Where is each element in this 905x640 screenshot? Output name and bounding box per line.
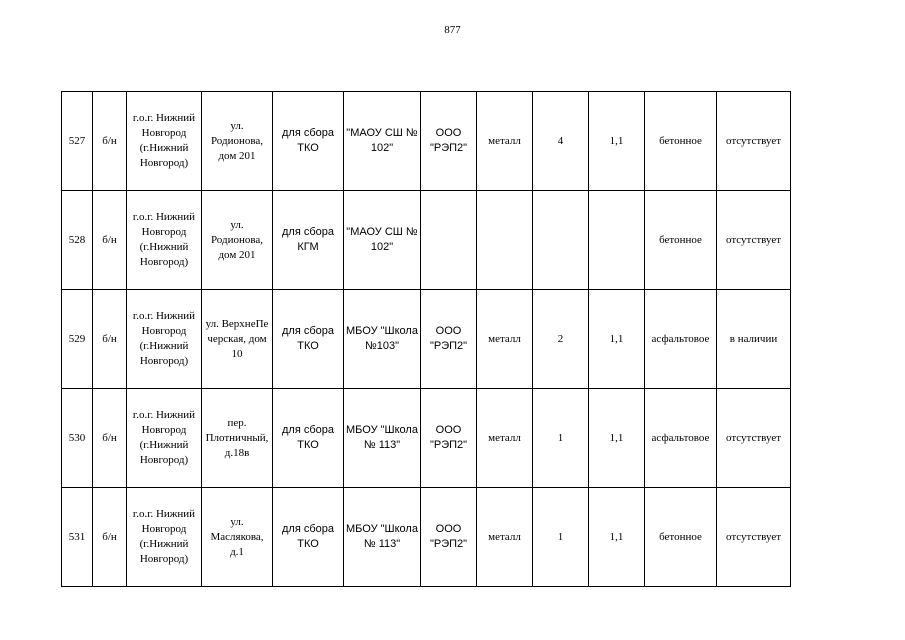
cell-material: металл — [477, 92, 533, 191]
cell-surface: бетонное — [645, 191, 717, 290]
cell-district: г.о.г. Нижний Новгород (г.Нижний Новгород) — [127, 389, 202, 488]
cell-address: ул. Родионова, дом 201 — [202, 92, 273, 191]
table-row — [62, 290, 791, 389]
cell-surface: асфальтовое — [645, 389, 717, 488]
cell-surface: асфальтовое — [645, 290, 717, 389]
cell-volume: 1,1 — [589, 92, 645, 191]
cell-district: г.о.г. Нижний Новгород (г.Нижний Новгород) — [127, 92, 202, 191]
page-number: 877 — [444, 24, 461, 36]
cell-count: 4 — [533, 92, 589, 191]
cell-owner: "МАОУ СШ № 102" — [344, 191, 421, 290]
cell-number: 531 — [62, 488, 93, 587]
cell-address: ул. ВерхнеПечерская, дом 10 — [202, 290, 273, 389]
cell-material — [477, 191, 533, 290]
table-row — [62, 488, 791, 587]
cell-purpose: для сбора КГМ — [273, 191, 344, 290]
cell-operator: ООО "РЭП2" — [421, 488, 477, 587]
cell-operator: ООО "РЭП2" — [421, 92, 477, 191]
cell-operator: ООО "РЭП2" — [421, 389, 477, 488]
cell-operator — [421, 191, 477, 290]
cell-fence: отсутствует — [717, 191, 791, 290]
cell-volume: 1,1 — [589, 488, 645, 587]
table-row — [62, 389, 791, 488]
cell-count: 1 — [533, 488, 589, 587]
cell-district: г.о.г. Нижний Новгород (г.Нижний Новгород) — [127, 290, 202, 389]
cell-code: б/н — [93, 191, 127, 290]
cell-volume: 1,1 — [589, 389, 645, 488]
cell-purpose: для сбора ТКО — [273, 92, 344, 191]
cell-count — [533, 191, 589, 290]
cell-fence: отсутствует — [717, 488, 791, 587]
cell-code: б/н — [93, 389, 127, 488]
cell-owner: МБОУ "Школа № 113" — [344, 389, 421, 488]
cell-purpose: для сбора ТКО — [273, 290, 344, 389]
cell-count: 1 — [533, 389, 589, 488]
cell-code: б/н — [93, 488, 127, 587]
cell-number: 527 — [62, 92, 93, 191]
cell-code: б/н — [93, 92, 127, 191]
cell-address: пер. Плотничный, д.18в — [202, 389, 273, 488]
table-row — [62, 92, 791, 191]
cell-fence: в наличии — [717, 290, 791, 389]
cell-district: г.о.г. Нижний Новгород (г.Нижний Новгород) — [127, 191, 202, 290]
cell-operator: ООО "РЭП2" — [421, 290, 477, 389]
cell-number: 530 — [62, 389, 93, 488]
cell-number: 528 — [62, 191, 93, 290]
cell-address: ул. Маслякова, д.1 — [202, 488, 273, 587]
cell-surface: бетонное — [645, 92, 717, 191]
cell-purpose: для сбора ТКО — [273, 389, 344, 488]
cell-volume: 1,1 — [589, 290, 645, 389]
cell-fence: отсутствует — [717, 92, 791, 191]
cell-material: металл — [477, 389, 533, 488]
cell-material: металл — [477, 488, 533, 587]
cell-material: металл — [477, 290, 533, 389]
cell-district: г.о.г. Нижний Новгород (г.Нижний Новгород) — [127, 488, 202, 587]
cell-surface: бетонное — [645, 488, 717, 587]
cell-code: б/н — [93, 290, 127, 389]
cell-fence: отсутствует — [717, 389, 791, 488]
cell-owner: МБОУ "Школа №103" — [344, 290, 421, 389]
cell-purpose: для сбора ТКО — [273, 488, 344, 587]
cell-count: 2 — [533, 290, 589, 389]
cell-owner: МБОУ "Школа № 113" — [344, 488, 421, 587]
table-row — [62, 191, 791, 290]
cell-number: 529 — [62, 290, 93, 389]
cell-owner: "МАОУ СШ № 102" — [344, 92, 421, 191]
cell-address: ул. Родионова, дом 201 — [202, 191, 273, 290]
waste-sites-table — [61, 91, 791, 587]
cell-volume — [589, 191, 645, 290]
